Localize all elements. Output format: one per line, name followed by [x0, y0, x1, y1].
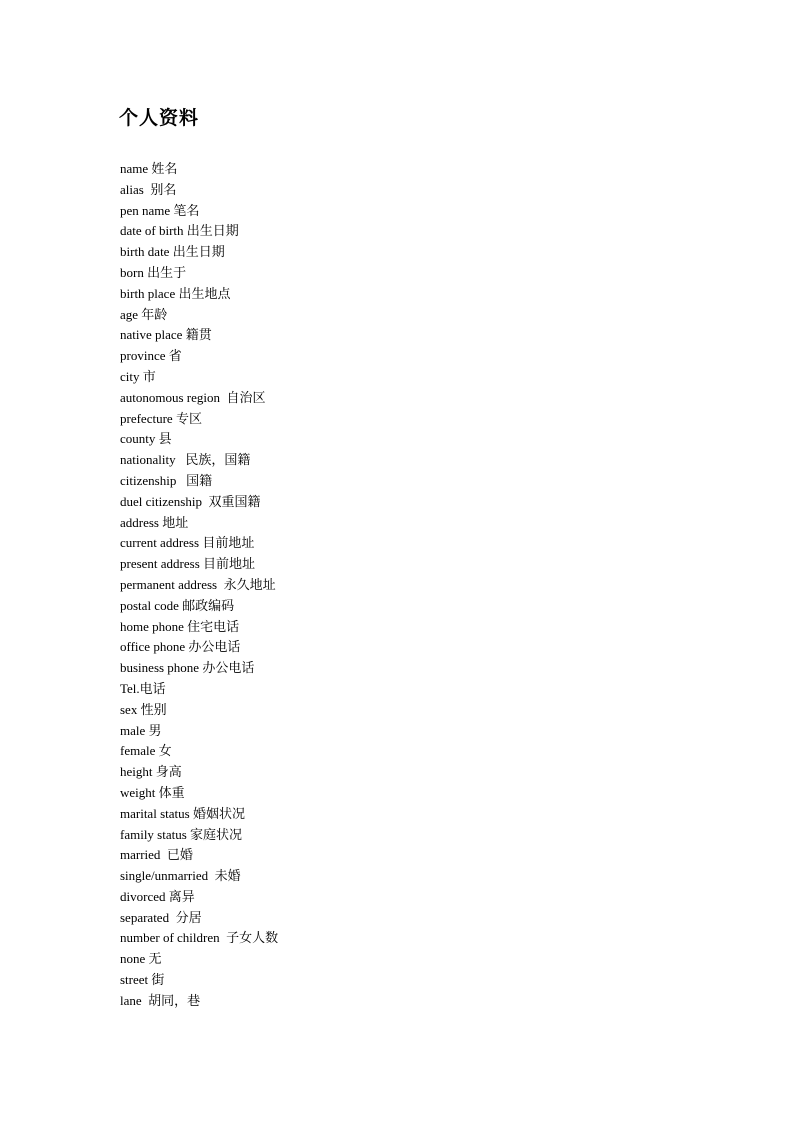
english-term: birth date	[120, 244, 173, 260]
english-term: permanent address	[120, 576, 224, 592]
vocabulary-line	[120, 159, 278, 180]
chinese-term: 目前地址	[202, 536, 255, 552]
english-term: present address	[120, 556, 204, 572]
english-term: number of children	[120, 930, 227, 946]
vocabulary-line	[120, 180, 278, 201]
vocabulary-line	[120, 741, 278, 762]
vocabulary-line	[120, 263, 278, 284]
chinese-term: 出生日期	[186, 224, 239, 240]
english-term: date of birth	[120, 223, 187, 239]
vocabulary-line	[120, 492, 278, 513]
vocabulary-list	[120, 159, 278, 1012]
page-title: 个人资料	[119, 107, 200, 129]
chinese-term: 离异	[168, 889, 195, 905]
chinese-term: 笔名	[173, 203, 200, 219]
chinese-term: 家庭状况	[190, 827, 243, 843]
chinese-term: 姓名	[151, 162, 178, 177]
vocabulary-line	[120, 305, 278, 326]
english-term: province	[120, 348, 169, 364]
vocabulary-line	[120, 970, 278, 991]
english-term: home phone	[120, 618, 188, 634]
english-term: duel citizenship	[120, 493, 209, 509]
chinese-term: 婚姻状况	[192, 806, 245, 822]
vocabulary-line	[120, 762, 278, 783]
english-term: alias	[120, 181, 151, 197]
english-term: single/unmarried	[120, 868, 215, 884]
chinese-term: 性别	[140, 702, 167, 718]
vocabulary-line	[120, 908, 278, 929]
chinese-term: 永久地址	[223, 577, 276, 593]
english-term: divorced	[120, 888, 169, 904]
english-term: nationality	[120, 452, 186, 468]
chinese-term: 街	[151, 973, 165, 989]
vocabulary-line	[120, 346, 278, 367]
chinese-term: 分居	[175, 910, 202, 926]
vocabulary-line	[120, 367, 278, 388]
english-term: weight	[120, 784, 159, 800]
chinese-term: 身高	[155, 765, 182, 781]
english-term: current address	[120, 535, 203, 551]
vocabulary-line	[120, 513, 278, 534]
vocabulary-line	[120, 928, 278, 949]
vocabulary-line	[120, 700, 278, 721]
chinese-term: 民族，国籍	[185, 453, 251, 469]
english-term: prefecture	[120, 410, 176, 426]
english-term: postal code	[120, 597, 183, 613]
vocabulary-line	[120, 825, 278, 846]
english-term: family status	[120, 826, 191, 842]
chinese-term: 出生于	[147, 265, 187, 281]
chinese-term: 地址	[162, 515, 189, 531]
vocabulary-line	[120, 325, 278, 346]
english-term: female	[120, 743, 159, 759]
vocabulary-line	[120, 783, 278, 804]
vocabulary-line	[120, 284, 278, 305]
chinese-term: 电话	[139, 681, 166, 697]
chinese-term: 无	[148, 952, 162, 968]
chinese-term: 住宅电话	[187, 619, 240, 635]
vocabulary-line	[120, 637, 278, 658]
vocabulary-line	[120, 471, 278, 492]
chinese-term: 子女人数	[226, 931, 279, 947]
english-term: married	[120, 847, 167, 863]
english-term: age	[120, 306, 142, 322]
vocabulary-line	[120, 221, 278, 242]
english-term: male	[120, 722, 149, 738]
vocabulary-line	[120, 429, 278, 450]
chinese-term: 专区	[175, 411, 202, 427]
vocabulary-line	[120, 721, 278, 742]
vocabulary-line	[120, 409, 278, 430]
vocabulary-line	[120, 617, 278, 638]
chinese-term: 出生日期	[172, 245, 225, 261]
vocabulary-line	[120, 949, 278, 970]
vocabulary-line	[120, 679, 278, 700]
chinese-term: 办公电话	[202, 661, 255, 677]
english-term: citizenship	[120, 472, 187, 488]
vocabulary-line	[120, 804, 278, 825]
english-term: pen name	[120, 202, 174, 218]
english-term: city	[120, 368, 143, 384]
english-term: sex	[120, 701, 141, 717]
chinese-term: 男	[148, 723, 162, 739]
vocabulary-line	[120, 388, 278, 409]
vocabulary-line	[120, 845, 278, 866]
english-term: autonomous region	[120, 389, 227, 405]
english-term: height	[120, 764, 156, 780]
english-term: none	[120, 951, 149, 967]
chinese-term: 女	[158, 744, 172, 760]
english-term: lane	[120, 992, 149, 1008]
english-term: address	[120, 514, 163, 530]
vocabulary-line	[120, 887, 278, 908]
vocabulary-line	[120, 554, 278, 575]
chinese-term: 出生地点	[178, 286, 231, 302]
chinese-term: 邮政编码	[182, 598, 235, 614]
english-term: birth place	[120, 285, 179, 301]
english-term: born	[120, 264, 148, 280]
english-term: native place	[120, 327, 186, 343]
chinese-term: 年龄	[141, 307, 168, 323]
chinese-term: 籍贯	[185, 328, 212, 344]
english-term: marital status	[120, 805, 193, 821]
vocabulary-line	[120, 533, 278, 554]
vocabulary-line	[120, 658, 278, 679]
chinese-term: 省	[168, 349, 182, 365]
vocabulary-line	[120, 866, 278, 887]
english-term: Tel.	[120, 680, 140, 696]
vocabulary-line	[120, 450, 278, 471]
chinese-term: 双重国籍	[208, 494, 261, 510]
chinese-term: 市	[142, 369, 156, 385]
chinese-term: 别名	[150, 182, 177, 198]
vocabulary-line	[120, 201, 278, 222]
chinese-term: 县	[158, 432, 172, 448]
english-term: business phone	[120, 660, 203, 676]
chinese-term: 胡同，巷	[148, 993, 201, 1009]
chinese-term: 目前地址	[203, 557, 256, 573]
vocabulary-line	[120, 242, 278, 263]
chinese-term: 办公电话	[188, 640, 241, 656]
chinese-term: 体重	[158, 785, 185, 801]
english-term: street	[120, 972, 152, 988]
chinese-term: 已婚	[166, 848, 193, 864]
english-term: separated	[120, 909, 176, 925]
english-term: office phone	[120, 639, 189, 655]
chinese-term: 自治区	[226, 390, 266, 406]
vocabulary-line	[120, 991, 278, 1012]
english-term: name	[120, 161, 152, 176]
english-term: county	[120, 431, 159, 447]
vocabulary-line	[120, 575, 278, 596]
chinese-term: 国籍	[186, 473, 213, 489]
vocabulary-line	[120, 596, 278, 617]
chinese-term: 未婚	[214, 869, 241, 885]
